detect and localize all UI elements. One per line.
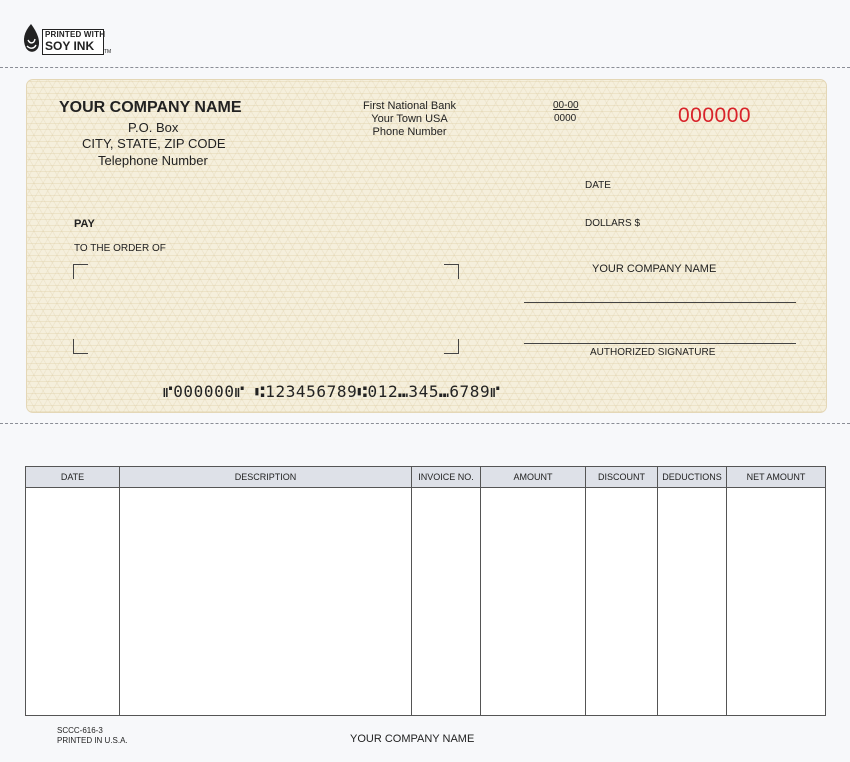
- column-divider: [411, 467, 412, 715]
- address-corner-top-left: [73, 264, 88, 279]
- column-header-deductions: DEDUCTIONS: [662, 472, 722, 482]
- signature-line-1: [524, 302, 796, 303]
- printed-in-usa: PRINTED IN U.S.A.: [57, 736, 128, 745]
- bank-phone: Phone Number: [372, 126, 447, 138]
- bank-town: Your Town USA: [371, 113, 448, 125]
- footer-company-name: YOUR COMPANY NAME: [350, 733, 475, 745]
- date-label: DATE: [585, 180, 611, 191]
- soy-ink-logo: [20, 22, 112, 56]
- signature-line-2: [524, 343, 796, 344]
- column-divider: [585, 467, 586, 715]
- company-city-state-zip: CITY, STATE, ZIP CODE: [82, 136, 226, 151]
- soy-logo-line2: SOY INK: [45, 39, 95, 53]
- address-corner-bottom-right: [444, 339, 459, 354]
- dollars-label: DOLLARS $: [585, 218, 641, 229]
- column-header-discount: DISCOUNT: [598, 472, 645, 482]
- company-po-box: P.O. Box: [128, 120, 179, 135]
- table-header: [26, 467, 825, 488]
- company-name: YOUR COMPANY NAME: [59, 99, 242, 116]
- check: [26, 79, 827, 413]
- address-corner-top-right: [444, 264, 459, 279]
- soy-logo-trademark: TM: [104, 49, 112, 55]
- soybean-leaf-icon: [20, 22, 42, 56]
- signature-company-name: YOUR COMPANY NAME: [592, 263, 717, 275]
- column-header-date: DATE: [60, 472, 85, 482]
- order-of-label: TO THE ORDER OF: [74, 243, 166, 254]
- form-code: SCCC-616-3: [57, 726, 103, 735]
- company-phone: Telephone Number: [98, 153, 208, 168]
- column-header-invoice-no: INVOICE NO.: [418, 472, 474, 482]
- perforation-top: [0, 67, 850, 68]
- payment-stub-table: [25, 466, 826, 716]
- column-divider: [726, 467, 727, 715]
- column-header-amount: AMOUNT: [513, 472, 553, 482]
- column-divider: [657, 467, 658, 715]
- micr-line: ⑈000000⑈ ⑆123456789⑆012⑉345⑉6789⑈: [163, 382, 501, 401]
- check-number: 000000: [678, 104, 752, 127]
- perforation-bottom: [0, 423, 850, 424]
- soy-logo-line1: PRINTED WITH: [45, 30, 106, 39]
- authorized-signature-label: AUTHORIZED SIGNATURE: [590, 347, 716, 358]
- column-header-description: DESCRIPTION: [234, 472, 297, 482]
- column-divider: [480, 467, 481, 715]
- column-header-net-amount: NET AMOUNT: [746, 472, 806, 482]
- pay-label: PAY: [74, 218, 95, 230]
- bank-name: First National Bank: [363, 100, 456, 112]
- address-corner-bottom-left: [73, 339, 88, 354]
- fraction-top: 00-00: [553, 100, 579, 111]
- fraction-bottom: 0000: [554, 113, 577, 124]
- column-divider: [119, 467, 120, 715]
